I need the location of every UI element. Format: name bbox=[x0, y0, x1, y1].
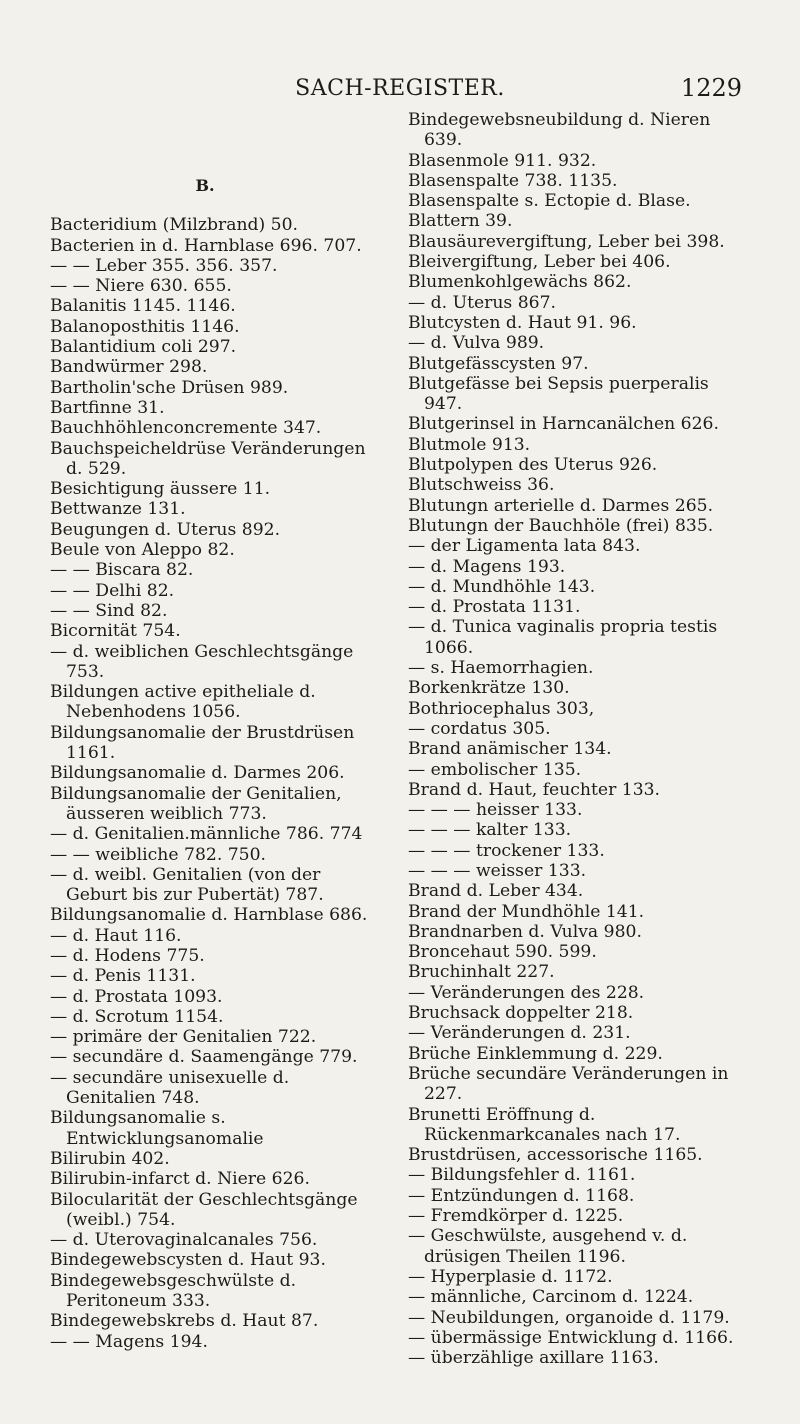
index-entry: — s. Haemorrhagien. bbox=[408, 658, 594, 679]
index-entry: — männliche, Carcinom d. 1224. bbox=[408, 1287, 694, 1308]
index-entry: — überzählige axillare 1163. bbox=[408, 1348, 659, 1369]
index-entry: — d. Scrotum 1154. bbox=[50, 1006, 224, 1027]
index-entry: Bildungsanomalie s. Entwicklungsanomalie bbox=[50, 1108, 264, 1149]
index-entry: — Neubildungen, organoide d. 1179. bbox=[408, 1307, 730, 1328]
index-entry: — d. Penis 1131. bbox=[50, 966, 196, 987]
index-entry: Brand d. Haut, feuchter 133. bbox=[408, 779, 661, 800]
index-entry: — — Magens 194. bbox=[50, 1331, 208, 1352]
index-entry: Bicornität 754. bbox=[50, 621, 181, 642]
index-entry: Bruchsack doppelter 218. bbox=[408, 1003, 634, 1024]
index-entry: Blutgerinsel in Harncanälchen 626. bbox=[408, 414, 719, 435]
index-entry: — — Delhi 82. bbox=[50, 580, 175, 601]
index-entry: — Veränderungen des 228. bbox=[408, 982, 645, 1003]
index-entry: — d. Hodens 775. bbox=[50, 945, 205, 966]
index-entry: Bilocularität der Geschlechtsgänge (weibl.) 754. bbox=[50, 1189, 358, 1230]
index-entry: Blutgefässcysten 97. bbox=[408, 353, 589, 374]
index-entry: — secundäre unisexuelle d. Genitalien 748. bbox=[50, 1067, 290, 1109]
running-title: SACH-REGISTER. bbox=[295, 76, 505, 101]
index-entry: Bildungsanomalie der Brustdrüsen 1161. bbox=[50, 722, 355, 764]
index-entry: Brustdrüsen, accessorische 1165. bbox=[408, 1145, 703, 1166]
index-entry: — d. Tunica vaginalis propria testis 1066. bbox=[408, 617, 718, 658]
index-entry: Bildungsanomalie d. Harnblase 686. bbox=[50, 905, 368, 926]
index-entry: Broncehaut 590. 599. bbox=[408, 942, 597, 963]
index-entry: Bacterien in d. Harnblase 696. 707. bbox=[50, 235, 362, 256]
index-entry: — primäre der Genitalien 722. bbox=[50, 1027, 317, 1048]
index-entry: Blasenmole 911. 932. bbox=[408, 150, 597, 171]
index-entry: Bilirubin 402. bbox=[50, 1148, 170, 1169]
index-entry: Borkenkrätze 130. bbox=[408, 678, 570, 699]
index-entry: — d. Prostata 1093. bbox=[50, 986, 223, 1007]
section-letter: B. bbox=[195, 176, 215, 195]
index-entry: Bauchhöhlenconcremente 347. bbox=[50, 418, 322, 439]
index-entry: Blutcysten d. Haut 91. 96. bbox=[408, 312, 637, 333]
index-entry: — — weibliche 782. 750. bbox=[50, 844, 267, 865]
index-entry: Bruchinhalt 227. bbox=[408, 962, 555, 983]
index-entry: — — Niere 630. 655. bbox=[50, 276, 232, 297]
index-entry: Brand anämischer 134. bbox=[408, 739, 612, 760]
index-entry: Bacteridium (Milzbrand) 50. bbox=[50, 215, 299, 236]
index-entry: Bildungen active epitheliale d. Nebenhodens 1056. bbox=[50, 682, 316, 723]
index-entry: — — Biscara 82. bbox=[50, 560, 194, 581]
index-entry: — — Leber 355. 356. 357. bbox=[50, 255, 278, 276]
index-entry: Bildungsanomalie d. Darmes 206. bbox=[50, 763, 345, 784]
page-number: 1229 bbox=[680, 74, 742, 102]
index-entry: — — Sind 82. bbox=[50, 600, 168, 621]
index-entry: Bindegewebscysten d. Haut 93. bbox=[50, 1250, 326, 1271]
index-entry: — Entzündungen d. 1168. bbox=[408, 1185, 635, 1206]
index-entry: Bartfinne 31. bbox=[50, 397, 165, 418]
index-entry: Bildungsanomalie der Genitalien, äusseren weiblich 773. bbox=[50, 783, 342, 824]
index-entry: Bindegewebsgeschwülste d. Peritoneum 333. bbox=[50, 1270, 297, 1312]
index-entry: — Veränderungen d. 231. bbox=[408, 1023, 631, 1044]
index-entry: Blattern 39. bbox=[408, 211, 513, 232]
index-entry: Beule von Aleppo 82. bbox=[50, 540, 235, 561]
entry-list-left bbox=[50, 215, 380, 1352]
index-entry: — — — kalter 133. bbox=[408, 820, 572, 841]
index-entry: Bleivergiftung, Leber bei 406. bbox=[408, 252, 671, 273]
index-entry: Bauchspeicheldrüse Veränderungen d. 529. bbox=[50, 438, 366, 479]
index-entry: Blutungn arterielle d. Darmes 265. bbox=[408, 495, 714, 516]
index-entry: — — — weisser 133. bbox=[408, 860, 587, 881]
index-entry: — Bildungsfehler d. 1161. bbox=[408, 1165, 636, 1186]
index-entry: Blutschweiss 36. bbox=[408, 475, 555, 496]
index-entry: — secundäre d. Saamengänge 779. bbox=[50, 1047, 358, 1068]
index-entry: — cordatus 305. bbox=[408, 718, 551, 739]
index-entry: — d. Magens 193. bbox=[408, 556, 566, 577]
index-entry: Balanitis 1145. 1146. bbox=[50, 296, 236, 317]
index-entry: — d. Genitalien.männliche 786. 774 bbox=[50, 824, 363, 845]
index-entry: Bindegewebsneubildung d. Nieren 639. bbox=[408, 110, 711, 151]
index-entry: Brüche Einklemmung d. 229. bbox=[408, 1043, 663, 1064]
index-entry: Brand d. Leber 434. bbox=[408, 881, 584, 902]
index-entry: Bothriocephalus 303, bbox=[408, 698, 595, 719]
index-entry: Blausäurevergiftung, Leber bei 398. bbox=[408, 231, 725, 252]
index-entry: Besichtigung äussere 11. bbox=[50, 479, 271, 500]
index-entry: Bandwürmer 298. bbox=[50, 357, 208, 378]
index-entry: Blutmole 913. bbox=[408, 434, 531, 455]
index-entry: Brandnarben d. Vulva 980. bbox=[408, 921, 642, 942]
index-entry: Bartholin'sche Drüsen 989. bbox=[50, 377, 289, 398]
index-entry: Brüche secundäre Veränderungen in 227. bbox=[408, 1063, 729, 1105]
index-entry: — Hyperplasie d. 1172. bbox=[408, 1266, 613, 1287]
index-entry: — — — trockener 133. bbox=[408, 840, 605, 861]
index-entry: — übermässige Entwicklung d. 1166. bbox=[408, 1327, 734, 1348]
entry-list-right bbox=[408, 110, 750, 1368]
index-entry: Blasenspalte s. Ectopie d. Blase. bbox=[408, 191, 691, 212]
index-entry: Brunetti Eröffnung d. Rückenmarkcanales nach 17. bbox=[408, 1104, 681, 1145]
index-column-left bbox=[50, 110, 380, 1352]
index-entry: — d. Vulva 989. bbox=[408, 333, 545, 354]
index-entry: — d. Haut 116. bbox=[50, 925, 182, 946]
index-entry: Balantidium coli 297. bbox=[50, 337, 237, 358]
index-entry: Bilirubin-infarct d. Niere 626. bbox=[50, 1169, 310, 1190]
index-entry: Bindegewebskrebs d. Haut 87. bbox=[50, 1311, 319, 1332]
index-entry: — Fremdkörper d. 1225. bbox=[408, 1206, 624, 1227]
index-entry: Blasenspalte 738. 1135. bbox=[408, 170, 618, 191]
index-entry: — d. Mundhöhle 143. bbox=[408, 576, 596, 597]
index-entry: Balanoposthitis 1146. bbox=[50, 316, 240, 337]
index-entry: — d. Uterus 867. bbox=[408, 292, 556, 313]
index-entry: — — — heisser 133. bbox=[408, 800, 583, 821]
index-entry: — d. Uterovaginalcanales 756. bbox=[50, 1230, 318, 1251]
index-entry: — d. weibl. Genitalien (von der Geburt bis zur Pubertät) 787. bbox=[50, 864, 324, 906]
index-entry: Blumenkohlgewächs 862. bbox=[408, 272, 632, 293]
index-entry: — d. Prostata 1131. bbox=[408, 597, 581, 618]
index-entry: Brand der Mundhöhle 141. bbox=[408, 901, 645, 922]
index-entry: Blutungn der Bauchhöle (frei) 835. bbox=[408, 515, 714, 536]
index-entry: — d. weiblichen Geschlechtsgänge 753. bbox=[50, 641, 354, 682]
index-entry: Blutgefässe bei Sepsis puerperalis 947. bbox=[408, 373, 709, 415]
index-entry: Bettwanze 131. bbox=[50, 499, 186, 520]
index-entry: — Geschwülste, ausgehend v. d. drüsigen Theilen 1196. bbox=[408, 1226, 688, 1267]
index-entry: Beugungen d. Uterus 892. bbox=[50, 519, 281, 540]
index-entry: — embolischer 135. bbox=[408, 759, 582, 780]
index-entry: Blutpolypen des Uterus 926. bbox=[408, 455, 658, 476]
index-column-right bbox=[408, 110, 750, 1368]
index-entry: — der Ligamenta lata 843. bbox=[408, 536, 641, 557]
